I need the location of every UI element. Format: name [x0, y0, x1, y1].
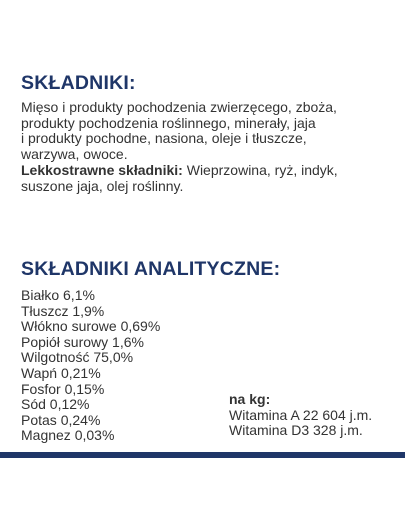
digestible-text: Wieprzowina, ryż, indyk, [182, 161, 338, 178]
vitamin-a: Witamina A 22 604 j.m. [229, 406, 373, 423]
per-kg-label: na kg: [229, 391, 271, 407]
analytic-item-fibre: Włókno surowe 0,69% [21, 318, 161, 335]
analytic-item-potassium: Potas 0,24% [21, 411, 101, 428]
analytic-item-moisture: Wilgotność 75,0% [21, 349, 134, 366]
ingredients-line: i produkty pochodne, nasiona, oleje i tłuszcze, [21, 130, 307, 147]
digestible-ingredients-line [21, 163, 391, 179]
ingredients-text [21, 100, 391, 194]
analytic-item-calcium: Wapń 0,21% [21, 364, 101, 381]
bottom-band [0, 452, 405, 458]
analytic-heading: SKŁADNIKI ANALITYCZNE: [21, 258, 281, 280]
analytic-item-sodium: Sód 0,12% [21, 396, 90, 413]
analytic-list [21, 288, 160, 444]
analytic-item-fat: Tłuszcz 1,9% [21, 302, 105, 319]
ingredients-line: Mięso i produkty pochodzenia zwierzęcego, zboża, [21, 99, 337, 115]
analytic-item-magnesium: Magnez 0,03% [21, 427, 115, 444]
per-kg-block [229, 392, 372, 439]
analytic-item-phosphorus: Fosfor 0,15% [21, 380, 105, 397]
analytic-item-ash: Popiół surowy 1,6% [21, 333, 144, 350]
ingredients-heading: SKŁADNIKI: [21, 72, 136, 94]
ingredients-line: produkty pochodzenia roślinnego, minerały, jaja [21, 114, 316, 131]
analytic-item-protein: Białko 6,1% [21, 287, 95, 303]
ingredients-line: warzywa, owoce. [21, 146, 128, 163]
digestible-text-continued: suszone jaja, olej roślinny. [21, 177, 184, 194]
vitamin-d3: Witamina D3 328 j.m. [229, 422, 363, 439]
digestible-label: Lekkostrawne składniki: [21, 161, 183, 178]
